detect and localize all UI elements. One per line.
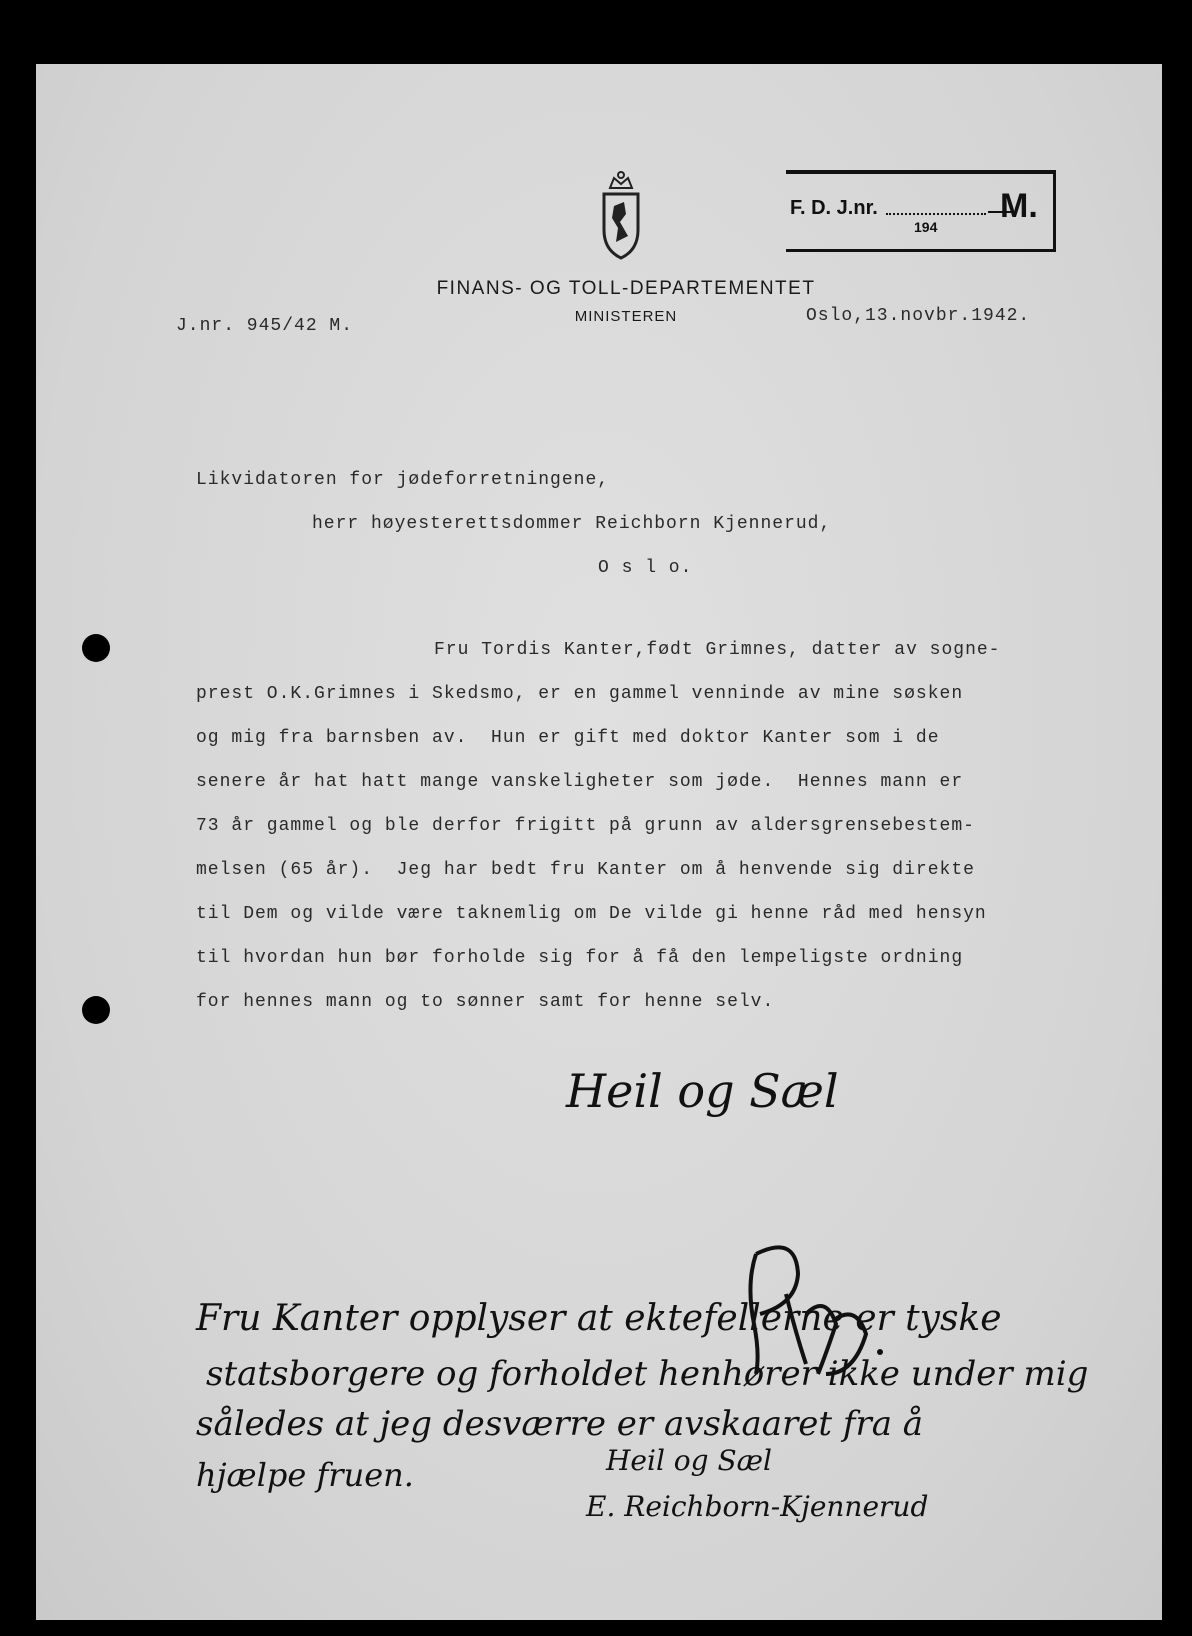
addressee-line: O s l o.	[598, 558, 693, 578]
body-line: til Dem og vilde være taknemlig om De vilde gi henne råd med hensyn	[196, 904, 987, 924]
note-signature: E. Reichborn-Kjennerud	[586, 1490, 929, 1523]
note-line: Fru Kanter opplyser at ektefellerne er tyske	[196, 1298, 1002, 1339]
coat-of-arms-icon	[596, 170, 646, 262]
punch-hole-top	[82, 634, 110, 662]
note-line: statsborgere og forholdet henhører ikke under mig	[206, 1354, 1089, 1394]
body-line: Fru Tordis Kanter,født Grimnes, datter av sogne-	[434, 640, 1001, 660]
punch-hole-bottom	[82, 996, 110, 1024]
reference-number: J.nr. 945/42 M.	[176, 316, 354, 336]
stamp-year: 194	[914, 219, 938, 235]
body-line: for hennes mann og to sønner samt for henne selv.	[196, 992, 775, 1012]
body-line: og mig fra barnsben av. Hun er gift med doktor Kanter som i de	[196, 728, 940, 748]
closing-salutation: Heil og Sæl	[566, 1064, 839, 1118]
body-line: melsen (65 år). Jeg har bedt fru Kanter om å henvende sig direkte	[196, 860, 975, 880]
note-line: hjælpe fruen.	[196, 1456, 414, 1494]
stamp-suffix: M.	[1000, 187, 1038, 225]
note-closing: Heil og Sæl	[606, 1444, 772, 1477]
body-line: senere år hat hatt mange vanskeligheter som jøde. Hennes mann er	[196, 772, 964, 792]
department-name: FINANS- OG TOLL-DEPARTEMENTET	[436, 278, 816, 299]
letter-date: Oslo,13.novbr.1942.	[806, 306, 1031, 326]
note-line: således at jeg desværre er avskaaret fra å	[196, 1404, 924, 1444]
letter-sheet	[36, 64, 1162, 1620]
body-line: til hvordan hun bør forholde sig for å få den lempeligste ordning	[196, 948, 964, 968]
body-line: 73 år gammel og ble derfor frigitt på grunn av aldersgrensebestem-	[196, 816, 975, 836]
addressee-line: herr høyesterettsdommer Reichborn Kjennerud,	[312, 514, 832, 534]
body-line: prest O.K.Grimnes i Skedsmo, er en gammel venninde av mine søsken	[196, 684, 964, 704]
journal-stamp	[786, 170, 1056, 252]
addressee-line: Likvidatoren for jødeforretningene,	[196, 470, 610, 490]
office-name: MINISTEREN	[574, 308, 678, 325]
stamp-label: F. D. J.nr.	[790, 197, 878, 219]
